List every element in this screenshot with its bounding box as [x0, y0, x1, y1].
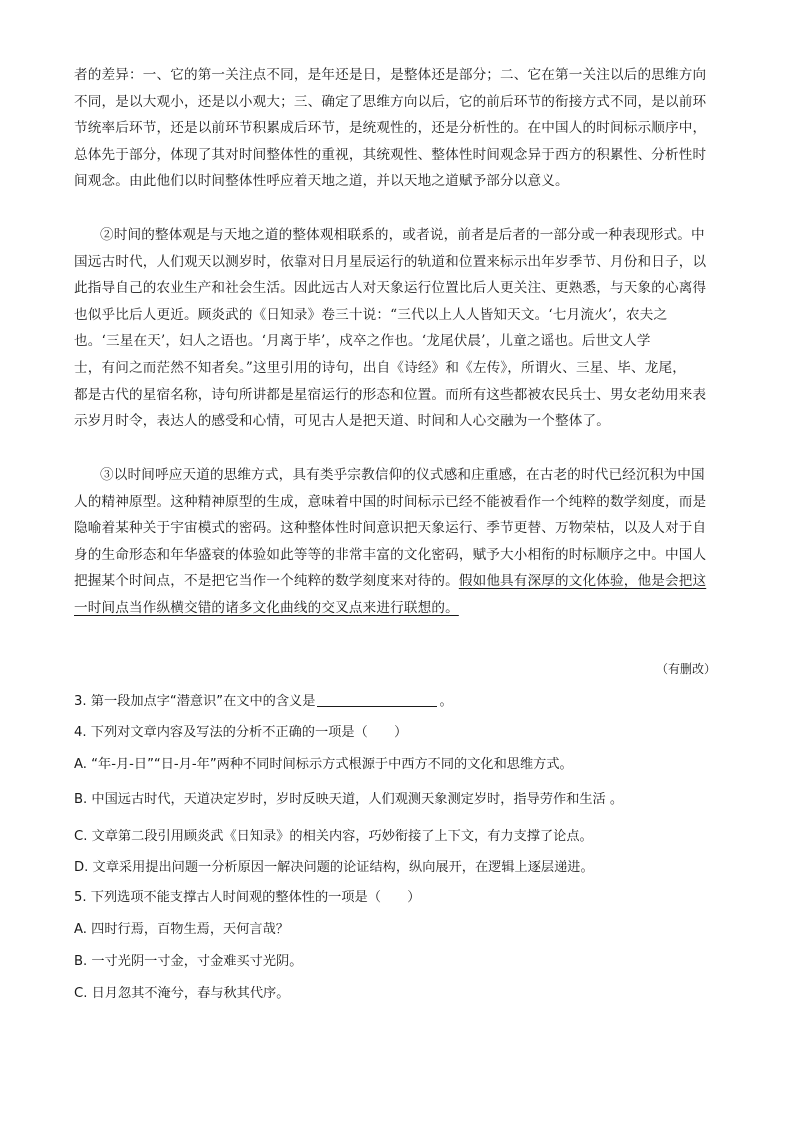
- paragraph-text: 把握某个时间点，不是把它当作一个纯粹的数学刻度来对待的。: [74, 573, 459, 590]
- question-4-option-c[interactable]: C. 文章第二段引用顾炎武《日知录》的相关内容，巧妙衔接了上下文，有力支撑了论点。: [74, 829, 593, 844]
- underlined-sentence: 假如他具有深厚的文化体验，他是会把这: [458, 573, 707, 590]
- paragraph-line: 士，有问之而茫然不知者矣。”这里引用的诗句，出自《诗经》和《左传》，所谓火、三星、毕、龙尾，: [74, 359, 686, 376]
- question-4-stem: 4. 下列对文章内容及写法的分析不正确的一项是（ ）: [74, 725, 408, 740]
- question-5-option-b[interactable]: B. 一寸光阴一寸金，寸金难买寸光阴。: [74, 954, 303, 969]
- paragraph-line: 隐喻着某种关于宇宙模式的密码。这种整体性时间意识把天象运行、季节更替、万物荣枯，以及人对于自: [74, 520, 707, 537]
- paragraph-line: 身的生命形态和年华盛衰的体验如此等等的非常丰富的文化密码，赋予大小相衔的时标顺序之中。中国人: [74, 546, 707, 563]
- question-5-option-c[interactable]: C. 日月忽其不淹兮，春与秋其代序。: [74, 986, 290, 1001]
- question-3-end: 。: [439, 694, 453, 709]
- source-note: （有删改）: [655, 662, 716, 676]
- answer-blank[interactable]: [317, 692, 437, 707]
- paragraph-line: 都是古代的星宿名称，诗句所讲都是星宿运行的形态和位置。而所有这些都被农民兵士、男女老幼用来表: [74, 386, 707, 403]
- paragraph-line-mixed: [74, 568, 720, 595]
- paragraph-line: ③以时间呼应天道的思维方式，具有类乎宗教信仰的仪式感和庄重感，在古老的时代已经沉积为中国: [100, 467, 705, 483]
- question-4-option-d[interactable]: D. 文章采用提出问题一分析原因一解决问题的论证结构，纵向展开，在逻辑上逐层递进。: [74, 860, 594, 875]
- paragraph-line: 总体先于部分，体现了其对时间整体性的重视，其统观性、整体性时间观念异于西方的积累性、分析性时: [74, 146, 707, 163]
- paragraph-line: 者的差异：一、它的第一关注点不同，是年还是日，是整体还是部分；二、它在第一关注以后的思维方向: [74, 67, 707, 83]
- paragraph-line: 间观念。由此他们以时间整体性呼应着天地之道，并以天地之道赋予部分以意义。: [74, 173, 569, 190]
- paragraph-line: 国远古时代，人们观天以测岁时，依靠对日月星辰运行的轨道和位置来标示出年岁季节、月份和日子，以: [74, 253, 707, 270]
- paragraph-3: [74, 462, 720, 622]
- paragraph-1: [74, 62, 720, 195]
- paragraph-line: 人的精神原型。这种精神原型的生成，意味着中国的时间标示已经不能被看作一个纯粹的数学刻度，而是: [74, 493, 707, 510]
- question-3: [74, 692, 720, 712]
- paragraph-line: 不同，是以大观小，还是以小观大；三、确定了思维方向以后，它的前后环节的衔接方式不同，是以前环: [74, 93, 707, 110]
- question-3-text: 3. 第一段加点字“潜意识”在文中的含义是: [74, 694, 316, 709]
- paragraph-line: 此指导自己的农业生产和社会生活。因此远古人对天象运行位置比后人更关注、更熟悉，与天象的心离得: [74, 280, 707, 297]
- paragraph-line: 也。‘三星在天’，妇人之语也。‘月离于毕’，戍卒之作也。‘龙尾伏晨’，儿童之谣也。后世文人学: [74, 333, 651, 350]
- paragraph-line: ②时间的整体观是与天地之道的整体观相联系的，或者说，前者是后者的一部分或一种表现形式。中: [100, 227, 705, 243]
- question-5-option-a[interactable]: A. 四时行焉，百物生焉，天何言哉？: [74, 922, 289, 937]
- paragraph-line: 示岁月时令，表达人的感受和心情，可见古人是把天道、时间和人心交融为一个整体了。: [74, 413, 611, 430]
- paragraph-line: 也似乎比后人更近。顾炎武的《日知录》卷三十说：“三代以上人人皆知天文。‘七月流火’，农夫之: [74, 306, 668, 323]
- paragraph-line: 节统率后环节，还是以前环节积累成后环节，是统观性的，还是分析性的。在中国人的时间标示顺序中，: [74, 120, 707, 137]
- question-4-option-a[interactable]: A. “年-月-日”“日-月-年”两种不同时间标示方式根源于中西方不同的文化和思维方式。: [74, 757, 573, 772]
- question-4-option-b[interactable]: B. 中国远古时代，天道决定岁时，岁时反映天道，人们观测天象测定岁时，指导劳作和生活 。: [74, 792, 624, 807]
- question-5-stem: 5. 下列选项不能支撑古人时间观的整体性的一项是（ ）: [74, 890, 421, 905]
- paragraph-2: [74, 222, 720, 435]
- underlined-sentence-end: 一时间点当作纵横交错的诸多文化曲线的交叉点来进行联想的。: [74, 599, 459, 616]
